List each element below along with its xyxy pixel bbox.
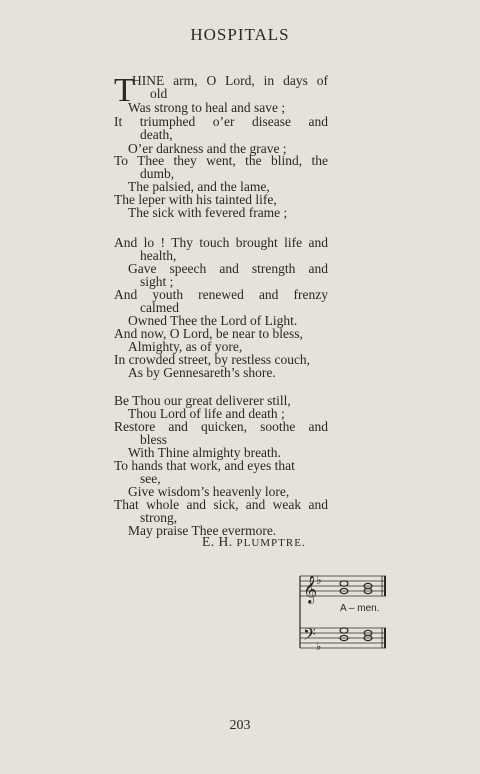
line-2-4: sight ; — [140, 274, 174, 289]
line-3-10: strong, — [140, 510, 178, 525]
svg-text:𝄞: 𝄞 — [303, 575, 318, 603]
line-2-5: And youth renewed and frenzy — [114, 287, 328, 302]
line-3-11: May praise Thee evermore. — [128, 523, 277, 538]
line-3-9: That whole and sick, and weak and — [114, 497, 328, 512]
line-3-3: Restore and quicken, soothe and — [114, 419, 328, 434]
svg-text:♭: ♭ — [316, 640, 322, 653]
page-number: 203 — [229, 718, 251, 733]
line-2-8: And now, O Lord, be near to bless, — [114, 326, 303, 341]
line-1-3: Was strong to heal and save ; — [128, 100, 286, 115]
line-1-2: old — [150, 86, 168, 101]
line-1-6: O’er darkness and the grave ; — [128, 141, 287, 156]
line-1-11: The sick with fevered frame ; — [128, 205, 288, 220]
line-3-2: Thou Lord of life and death ; — [128, 406, 285, 421]
line-2-11: As by Gennesareth’s shore. — [128, 365, 276, 380]
line-3-6: To hands that work, and eyes that — [114, 458, 295, 473]
line-2-6: calmed — [140, 300, 179, 315]
line-1-1: HINE arm, O Lord, in days of — [132, 73, 328, 88]
line-2-10: In crowded street, by restless couch, — [114, 352, 311, 367]
drop-cap: T — [114, 72, 135, 109]
author-surname: PLUMPTRE. — [236, 537, 306, 549]
author-initials: E. H. — [202, 534, 233, 549]
line-2-1: And lo ! Thy touch brought life and — [114, 235, 328, 250]
author-attribution — [202, 534, 306, 550]
line-1-4: It triumphed o’er disease and — [114, 114, 328, 129]
line-3-8: Give wisdom’s heavenly lore, — [128, 484, 290, 499]
line-3-4: bless — [140, 432, 167, 447]
line-1-7: To Thee they went, the blind, the — [114, 153, 328, 168]
line-3-7: see, — [140, 471, 161, 486]
page-title: HOSPITALS — [190, 25, 290, 44]
svg-text:𝄢: 𝄢 — [303, 624, 316, 648]
line-2-3: Gave speech and strength and — [128, 261, 328, 276]
line-1-10: The leper with his tainted life, — [114, 192, 277, 207]
line-2-9: Almighty, as of yore, — [128, 339, 243, 354]
line-3-5: With Thine almighty breath. — [128, 445, 281, 460]
amen-lyric: A – men. — [340, 603, 380, 614]
line-2-2: health, — [140, 248, 177, 263]
line-3-1: Be Thou our great deliverer still, — [114, 393, 291, 408]
line-2-7: Owned Thee the Lord of Light. — [128, 313, 298, 328]
svg-text:♭: ♭ — [316, 573, 322, 587]
line-1-8: dumb, — [140, 166, 175, 181]
line-1-5: death, — [140, 127, 173, 142]
line-1-9: The palsied, and the lame, — [128, 179, 270, 194]
